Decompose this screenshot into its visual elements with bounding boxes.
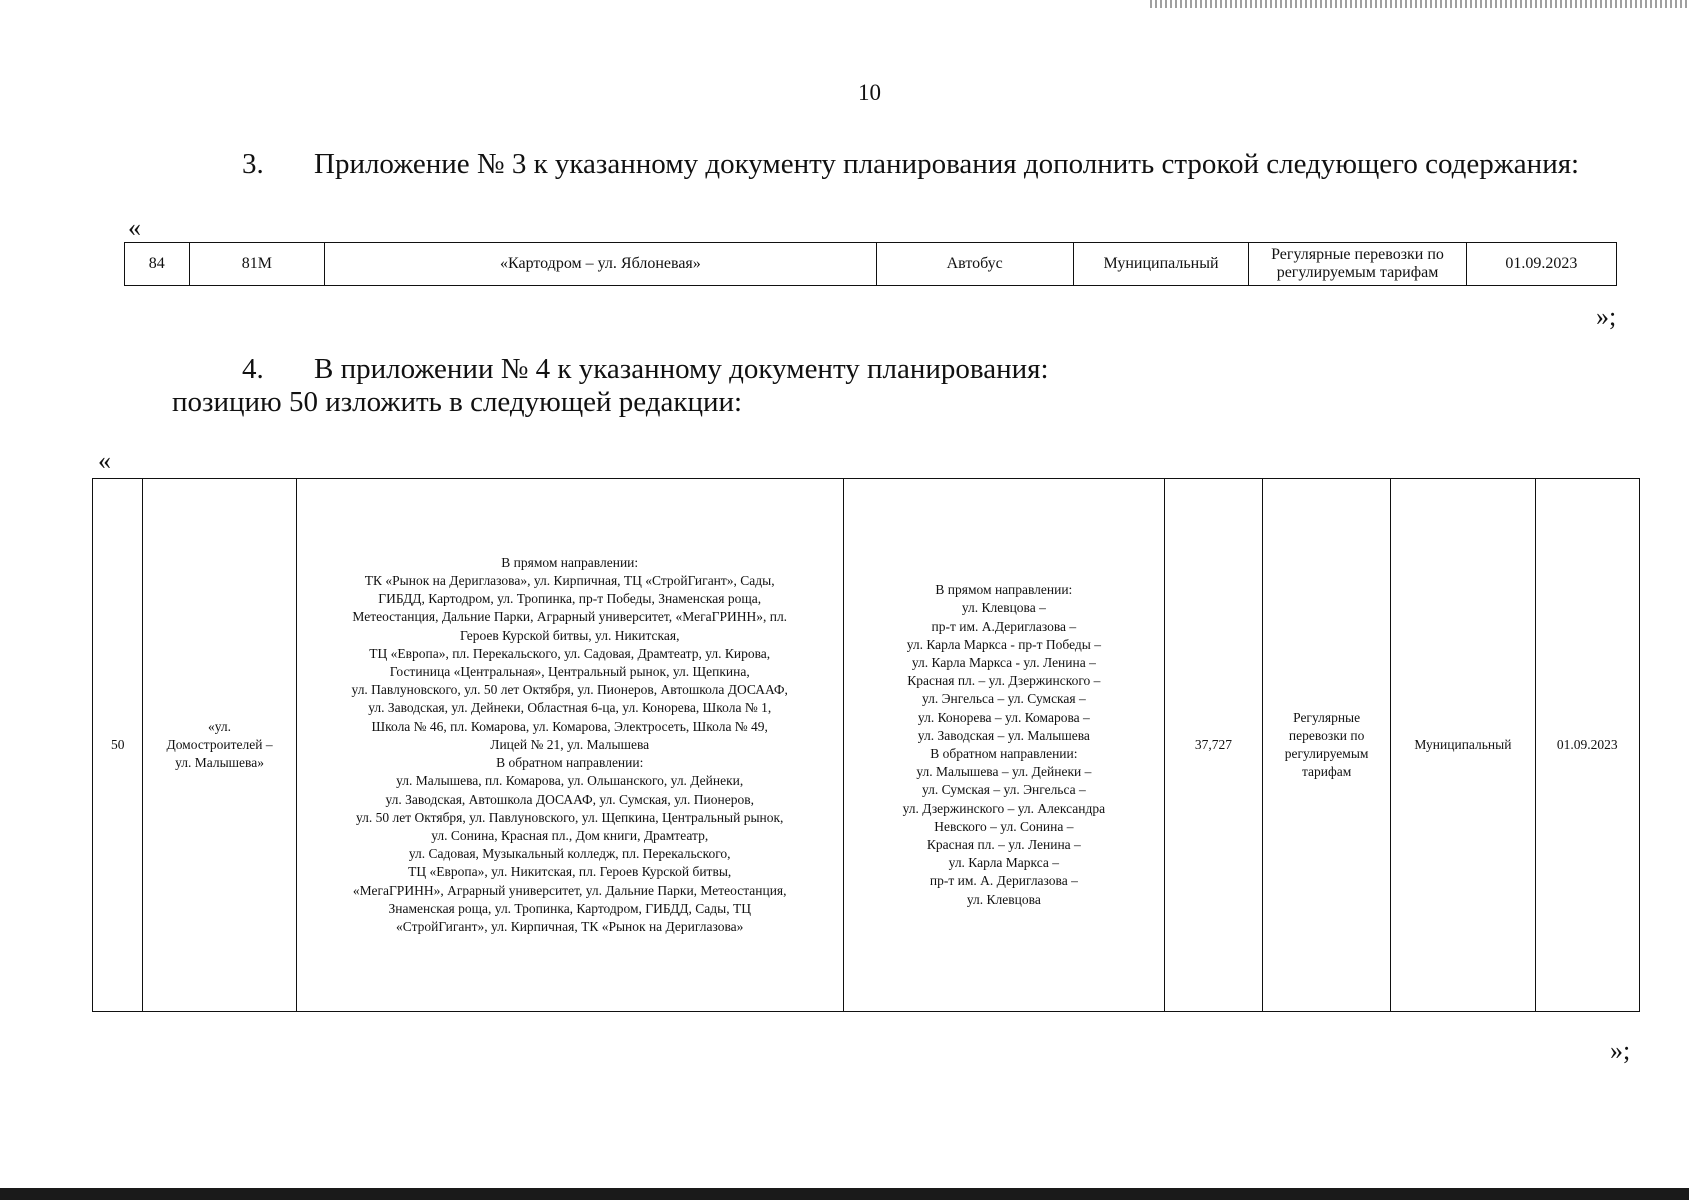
scan-edge-bottom	[0, 1188, 1689, 1200]
table-row	[93, 479, 1640, 1012]
page-number: 10	[858, 80, 881, 105]
scan-edge-top	[1150, 0, 1689, 8]
section-3-number: 3.	[242, 148, 264, 180]
cell-vehicle: Автобус	[876, 243, 1073, 286]
cell-route-name: «ул. Домостроителей – ул. Малышева»	[143, 479, 296, 1012]
section-3-text: Приложение № 3 к указанному документу планирования дополнить строкой следующего содержания:	[314, 148, 1580, 180]
cell-stops: В прямом направлении: ТК «Рынок на Дериглазова», ул. Кирпичная, ТЦ «СтройГигант», Сады, ГИБДД, Картодром, ул. Тропинка, пр-т Победы, Знаменская роща, Метеостанция, Дальние Парки, Аграрный университет, «МегаГРИНН», пл. Героев Курской битвы, ул. Никитская, ТЦ «Европа», пл. Перекальского, ул. Садовая, Драмтеатр, ул. Кирова, Гостиница «Центральная», Центральный рынок, ул. Щепкина, ул. Павлуновского, ул. 50 лет Октября, ул. Пионеров, Автошкола ДОСААФ, ул. Заводская, ул. Дейнеки, Областная 6-ца, ул. Конорева, Школа № 1, Школа № 46, пл. Комарова, ул. Комарова, Электросеть, Школа № 49, Лицей № 21, ул. Малышева В обратном направлении: ул. Малышева, пл. Комарова, ул. Ольшанского, ул. Дейнеки, ул. Заводская, Автошкола ДОСААФ, ул. Сумская, ул. Пионеров, ул. 50 лет Октября, ул. Павлуновского, ул. Щепкина, Центральный рынок, ул. Сонина, Красная пл., Дом книги, Драмтеатр, ул. Садовая, Музыкальный колледж, пл. Перекальского, ТЦ «Европа», ул. Никитская, пл. Героев Курской битвы, «МегаГРИНН», Аграрный университет, ул. Дальние Парки, Метеостанция, Знаменская роща, ул. Тропинка, Картодром, ГИБДД, Сады, ТЦ «СтройГигант», ул. Кирпичная, ТК «Рынок на Дериглазова»	[296, 479, 843, 1012]
section-4-number: 4.	[242, 353, 264, 385]
table-row	[125, 243, 1617, 286]
quote-open-1: «	[128, 213, 141, 242]
cell-length: 37,727	[1164, 479, 1262, 1012]
cell-number: 84	[125, 243, 190, 286]
cell-date: 01.09.2023	[1466, 243, 1616, 286]
cell-date: 01.09.2023	[1535, 479, 1639, 1012]
appendix-3-table	[124, 242, 1617, 286]
cell-number: 50	[93, 479, 143, 1012]
appendix-4-table	[92, 478, 1640, 1012]
section-4-line1: В приложении № 4 к указанному документу планирования:	[314, 353, 1049, 385]
cell-streets: В прямом направлении: ул. Клевцова – пр-т им. А.Дериглазова – ул. Карла Маркса - пр-т Победы – ул. Карла Маркса - ул. Ленина – Красная пл. – ул. Дзержинского – ул. Энгельса – ул. Сумская – ул. Конорева – ул. Комарова – ул. Заводская – ул. Малышева В обратном направлении: ул. Малышева – ул. Дейнеки – ул. Сумская – ул. Энгельса – ул. Дзержинского – ул. Александра Невского – ул. Сонина – Красная пл. – ул. Ленина – ул. Карла Маркса – пр-т им. А. Дериглазова – ул. Клевцова	[843, 479, 1164, 1012]
cell-type: Муниципальный	[1073, 243, 1248, 286]
cell-carriage: Регулярные перевозки по регулируемым тарифам	[1249, 243, 1467, 286]
cell-route-code: 81М	[189, 243, 325, 286]
cell-carriage: Регулярные перевозки по регулируемым тарифам	[1262, 479, 1390, 1012]
quote-open-2: «	[98, 446, 111, 475]
cell-route-name: «Картодром – ул. Яблоневая»	[325, 243, 876, 286]
section-4-line2: позицию 50 изложить в следующей редакции:	[172, 386, 743, 418]
cell-type: Муниципальный	[1391, 479, 1535, 1012]
quote-close-1: »;	[1596, 302, 1617, 331]
quote-close-2: »;	[1610, 1036, 1631, 1065]
